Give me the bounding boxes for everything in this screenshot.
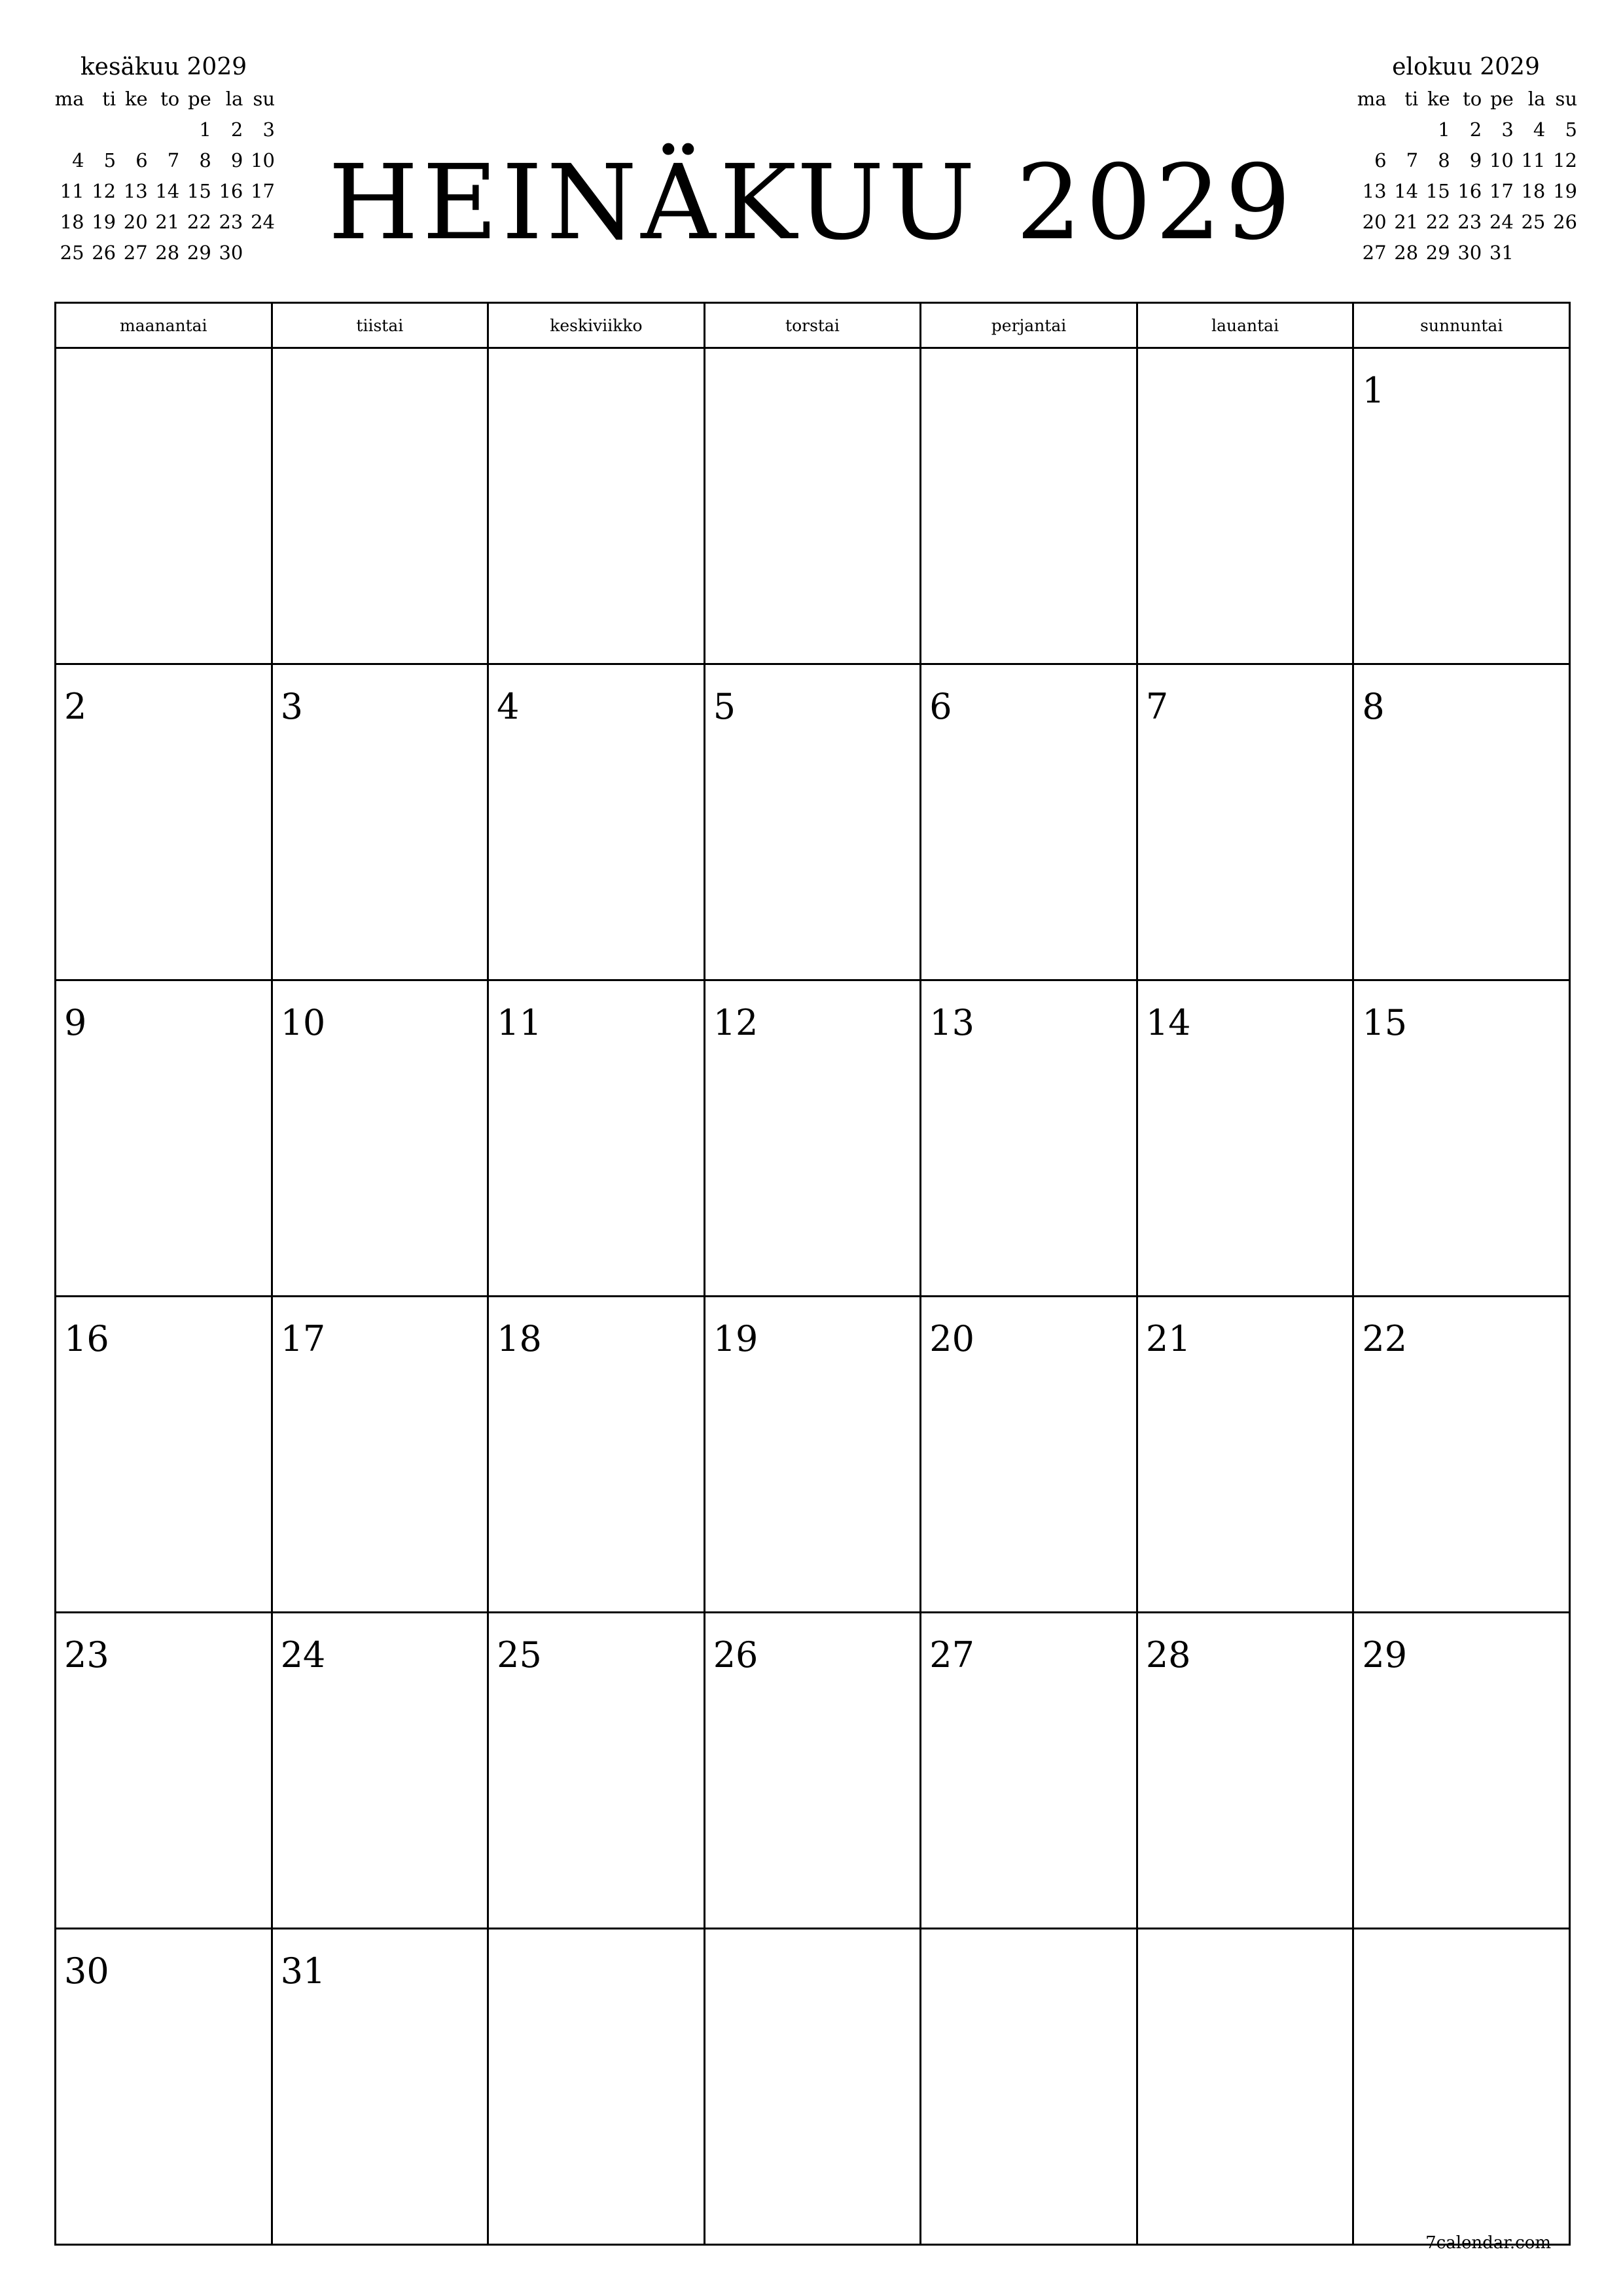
mini-weekday: ti [1404, 88, 1419, 110]
day-cell[interactable] [56, 980, 272, 1297]
mini-day: 18 [60, 211, 84, 233]
mini-day: 9 [1469, 149, 1482, 171]
mini-day: 12 [92, 180, 116, 202]
mini-day [1545, 238, 1577, 268]
day-number: 22 [1362, 1318, 1408, 1359]
mini-day: 28 [1394, 242, 1419, 264]
next-month-mini-calendar [1355, 51, 1577, 268]
mini-weekday: ti [102, 88, 116, 110]
mini-day: 13 [123, 180, 148, 202]
mini-weekday: ke [1427, 88, 1450, 110]
mini-day [52, 115, 84, 145]
day-cell[interactable] [488, 980, 705, 1297]
day-number: 7 [1145, 686, 1169, 727]
mini-week-row [52, 115, 275, 145]
mini-day: 14 [155, 180, 180, 202]
mini-day: 26 [1553, 211, 1577, 233]
day-number: 19 [713, 1318, 758, 1359]
weekday-header: keskiviikko [488, 303, 705, 348]
mini-day: 29 [187, 242, 211, 264]
day-number: 27 [929, 1634, 974, 1676]
day-number: 24 [280, 1634, 326, 1676]
mini-weekday: su [1555, 88, 1577, 110]
day-cell[interactable] [56, 664, 272, 980]
day-cell[interactable] [272, 1297, 488, 1613]
mini-day: 11 [60, 180, 84, 202]
mini-day: 25 [60, 242, 84, 264]
day-number: 6 [929, 686, 952, 727]
mini-day: 29 [1425, 242, 1450, 264]
mini-day: 16 [219, 180, 243, 202]
day-number: 31 [280, 1950, 326, 1992]
month-grid [54, 302, 1571, 2246]
footer-credit: 7calendar.com [1425, 2233, 1551, 2253]
mini-day: 3 [1501, 118, 1514, 141]
mini-week-row [1355, 207, 1577, 238]
day-cell[interactable] [56, 1613, 272, 1929]
weekday-header-row [56, 303, 1570, 348]
day-number: 17 [280, 1318, 326, 1359]
mini-day: 9 [230, 149, 243, 171]
day-number [273, 349, 488, 371]
day-cell[interactable] [56, 1297, 272, 1613]
mini-weekday: la [225, 88, 243, 110]
mini-day: 22 [1425, 211, 1450, 233]
day-cell[interactable] [921, 348, 1137, 664]
mini-weekday: to [1463, 88, 1482, 110]
mini-day: 4 [1533, 118, 1546, 141]
mini-day: 18 [1521, 180, 1546, 202]
mini-day: 8 [199, 149, 211, 171]
mini-day: 5 [103, 149, 116, 171]
mini-weekday: pe [1490, 88, 1514, 110]
day-cell[interactable] [704, 664, 921, 980]
day-number: 23 [64, 1634, 109, 1676]
mini-day [1514, 238, 1546, 268]
mini-day: 14 [1394, 180, 1419, 202]
mini-weekday: to [160, 88, 180, 110]
prev-month-title: kesäkuu 2029 [80, 54, 247, 81]
mini-day: 1 [199, 118, 211, 141]
mini-day: 6 [135, 149, 148, 171]
mini-day [84, 115, 116, 145]
mini-day: 15 [187, 180, 211, 202]
week-row [56, 348, 1570, 664]
day-number: 5 [713, 686, 736, 727]
mini-day: 11 [1521, 149, 1546, 171]
day-cell[interactable] [704, 980, 921, 1297]
day-cell[interactable] [272, 664, 488, 980]
day-number: 11 [497, 1002, 542, 1043]
day-number: 2 [64, 686, 87, 727]
day-number: 1 [1362, 370, 1385, 411]
day-number [705, 349, 920, 371]
mini-day: 2 [230, 118, 243, 141]
mini-day: 4 [72, 149, 84, 171]
mini-day: 27 [123, 242, 148, 264]
mini-day: 1 [1438, 118, 1450, 141]
day-number: 9 [64, 1002, 87, 1043]
day-number [489, 1929, 704, 1952]
day-cell[interactable] [488, 664, 705, 980]
mini-day: 7 [167, 149, 180, 171]
mini-weekday: pe [188, 88, 211, 110]
day-number: 3 [280, 686, 303, 727]
prev-month-weekday-row [52, 84, 275, 115]
day-number: 28 [1145, 1634, 1191, 1676]
week-row [56, 664, 1570, 980]
mini-day: 20 [1362, 211, 1387, 233]
mini-day: 24 [1489, 211, 1514, 233]
day-cell[interactable] [272, 1613, 488, 1929]
day-cell[interactable] [1353, 664, 1570, 980]
day-cell[interactable] [921, 1929, 1137, 2245]
day-cell[interactable] [488, 1929, 705, 2245]
mini-day: 17 [251, 180, 275, 202]
day-number [56, 349, 271, 371]
day-cell[interactable] [488, 1613, 705, 1929]
mini-day: 21 [1394, 211, 1419, 233]
mini-day: 30 [219, 242, 243, 264]
day-cell[interactable] [1353, 348, 1570, 664]
day-cell[interactable] [921, 664, 1137, 980]
weekday-header: perjantai [921, 303, 1137, 348]
day-number: 18 [497, 1318, 542, 1359]
week-row [56, 1297, 1570, 1613]
day-cell[interactable] [56, 348, 272, 664]
mini-day: 7 [1406, 149, 1419, 171]
day-number: 25 [497, 1634, 542, 1676]
mini-weekday: ma [1357, 88, 1387, 110]
day-cell[interactable] [1353, 980, 1570, 1297]
day-number: 12 [713, 1002, 758, 1043]
day-number: 8 [1362, 686, 1385, 727]
day-cell[interactable] [1353, 1297, 1570, 1613]
day-cell[interactable] [704, 348, 921, 664]
day-number: 10 [280, 1002, 326, 1043]
day-number [921, 1929, 1136, 1952]
weekday-header: torstai [704, 303, 921, 348]
day-number: 29 [1362, 1634, 1408, 1676]
mini-day: 21 [155, 211, 180, 233]
next-month-table [1355, 84, 1577, 268]
mini-day: 15 [1425, 180, 1450, 202]
day-cell[interactable] [1137, 348, 1353, 664]
day-cell[interactable] [272, 980, 488, 1297]
day-cell[interactable] [704, 1613, 921, 1929]
day-cell[interactable] [1137, 664, 1353, 980]
weekday-header: lauantai [1137, 303, 1353, 348]
day-number: 21 [1145, 1318, 1191, 1359]
mini-day [148, 115, 180, 145]
day-number [489, 349, 704, 371]
mini-weekday: su [253, 88, 275, 110]
mini-weekday: ke [124, 88, 148, 110]
day-number: 4 [497, 686, 520, 727]
next-month-weekday-row [1355, 84, 1577, 115]
week-row [56, 980, 1570, 1297]
mini-day: 2 [1469, 118, 1482, 141]
mini-day: 22 [187, 211, 211, 233]
day-number: 15 [1362, 1002, 1408, 1043]
day-cell[interactable] [1137, 1929, 1353, 2245]
day-cell[interactable] [272, 1929, 488, 2245]
day-cell[interactable] [921, 980, 1137, 1297]
mini-day: 10 [1489, 149, 1514, 171]
day-cell[interactable] [1353, 1613, 1570, 1929]
mini-day [1387, 115, 1419, 145]
mini-weekday: la [1527, 88, 1546, 110]
day-number: 14 [1145, 1002, 1191, 1043]
mini-day: 16 [1457, 180, 1482, 202]
day-cell[interactable] [704, 1297, 921, 1613]
week-row [56, 1929, 1570, 2245]
mini-day: 24 [251, 211, 275, 233]
page-title: HEINÄKUU 2029 [328, 143, 1295, 263]
mini-day: 5 [1565, 118, 1577, 141]
mini-day: 19 [92, 211, 116, 233]
day-cell[interactable] [56, 1929, 272, 2245]
day-number: 13 [929, 1002, 974, 1043]
day-number: 30 [64, 1950, 109, 1992]
day-number: 26 [713, 1634, 758, 1676]
day-number [705, 1929, 920, 1952]
day-number [1138, 1929, 1353, 1952]
mini-week-row [1355, 145, 1577, 176]
mini-weekday: ma [54, 88, 84, 110]
mini-day: 31 [1489, 242, 1514, 264]
day-cell[interactable] [1137, 1613, 1353, 1929]
day-cell[interactable] [921, 1297, 1137, 1613]
mini-day: 27 [1362, 242, 1387, 264]
mini-day: 10 [251, 149, 275, 171]
week-row [56, 1613, 1570, 1929]
day-number [1138, 349, 1353, 371]
mini-week-row [1355, 238, 1577, 268]
day-cell[interactable] [488, 348, 705, 664]
weekday-header: sunnuntai [1353, 303, 1570, 348]
weekday-header: tiistai [272, 303, 488, 348]
day-number: 16 [64, 1318, 109, 1359]
day-cell[interactable] [1137, 1297, 1353, 1613]
day-cell[interactable] [1137, 980, 1353, 1297]
day-cell[interactable] [272, 348, 488, 664]
day-number: 20 [929, 1318, 974, 1359]
mini-day: 19 [1553, 180, 1577, 202]
day-cell[interactable] [704, 1929, 921, 2245]
mini-day: 13 [1362, 180, 1387, 202]
day-number [1354, 1929, 1569, 1952]
day-cell[interactable] [1353, 1929, 1570, 2245]
mini-week-row [1355, 115, 1577, 145]
mini-day: 26 [92, 242, 116, 264]
next-month-title: elokuu 2029 [1392, 54, 1540, 81]
day-cell[interactable] [488, 1297, 705, 1613]
day-number [921, 349, 1136, 371]
mini-day: 23 [219, 211, 243, 233]
mini-day: 28 [155, 242, 180, 264]
mini-day: 25 [1521, 211, 1546, 233]
mini-day [116, 115, 148, 145]
mini-day: 30 [1457, 242, 1482, 264]
day-cell[interactable] [921, 1613, 1137, 1929]
mini-day: 23 [1457, 211, 1482, 233]
mini-day: 20 [123, 211, 148, 233]
mini-day: 3 [262, 118, 275, 141]
mini-day: 17 [1489, 180, 1514, 202]
mini-day: 12 [1553, 149, 1577, 171]
mini-day [1355, 115, 1387, 145]
weekday-header: maanantai [56, 303, 272, 348]
mini-day: 8 [1438, 149, 1450, 171]
mini-day: 6 [1374, 149, 1387, 171]
mini-week-row [1355, 176, 1577, 207]
